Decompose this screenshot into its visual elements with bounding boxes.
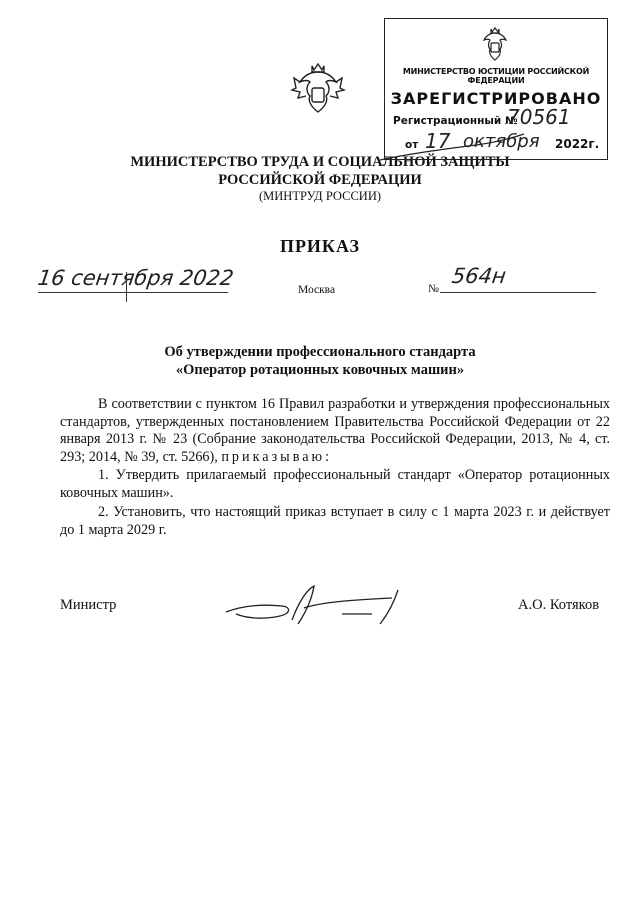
stamp-reg-label: Регистрационный №: [393, 115, 518, 127]
stamp-date-label: от: [405, 139, 419, 151]
signatory-name: А.О. Котяков: [518, 597, 600, 613]
stamp-overlap-scribble: [378, 130, 528, 166]
document-number-label: №: [428, 283, 439, 295]
order-keyword: приказываю:: [221, 448, 333, 465]
stamp-status: ЗАРЕГИСТРИРОВАНО: [390, 89, 602, 108]
document-number: 564н: [450, 264, 508, 288]
paragraph-item2: 2. Установить, что настоящий приказ вступает в силу с 1 марта 2023 г. и действует до 1 марта 2029 г.: [60, 504, 610, 538]
subject-line2: «Оператор ротационных ковочных машин»: [175, 362, 465, 378]
document-city: Москва: [298, 284, 336, 296]
ministry-name-line2: РОССИЙСКОЙ ФЕДЕРАЦИИ: [218, 172, 422, 188]
stamp-date-year: 2022г.: [555, 137, 600, 151]
date-tick-mark: [126, 272, 127, 302]
paragraph-item1: 1. Утвердить прилагаемый профессиональный стандарт «Оператор ротационных ковочных машин».: [60, 467, 610, 501]
stamp-date-month: октября: [463, 131, 540, 152]
ministry-short-name: (МИНТРУД РОССИИ): [258, 189, 382, 203]
ministry-name-line1: МИНИСТЕРСТВО ТРУДА И СОЦИАЛЬНОЙ ЗАЩИТЫ: [130, 154, 510, 170]
russian-coat-of-arms-icon: [286, 58, 350, 122]
signatory-title: Министр: [60, 597, 117, 613]
stamp-date-day: 17: [425, 129, 451, 153]
stamp-reg-number: 70561: [507, 105, 571, 129]
date-underline: [38, 292, 228, 293]
subject-line1: Об утверждении профессионального стандарта: [164, 344, 476, 360]
stamp-organization: МИНИСТЕРСТВО ЮСТИЦИИ РОССИЙСКОЙ ФЕДЕРАЦИИ: [402, 67, 590, 85]
document-date: 16 сентября 2022: [36, 266, 236, 290]
handwritten-signature: [222, 584, 422, 632]
number-underline: [440, 292, 596, 293]
document-type: ПРИКАЗ: [279, 236, 361, 256]
stamp-emblem-icon: [475, 25, 515, 65]
paragraph-basis: [60, 396, 610, 466]
paragraph-basis-text: В соответствии с пунктом 16 Правил разработки и утверждения профессиональных стандартов, утвержденных постановлением Правительства Российской Федерации от 22 января 2013 г. № 23 (Собрание законодательства Российской Федерации, 2013, № 4, ст. 293; 2014, № 39, ст. 5266),: [60, 396, 610, 465]
